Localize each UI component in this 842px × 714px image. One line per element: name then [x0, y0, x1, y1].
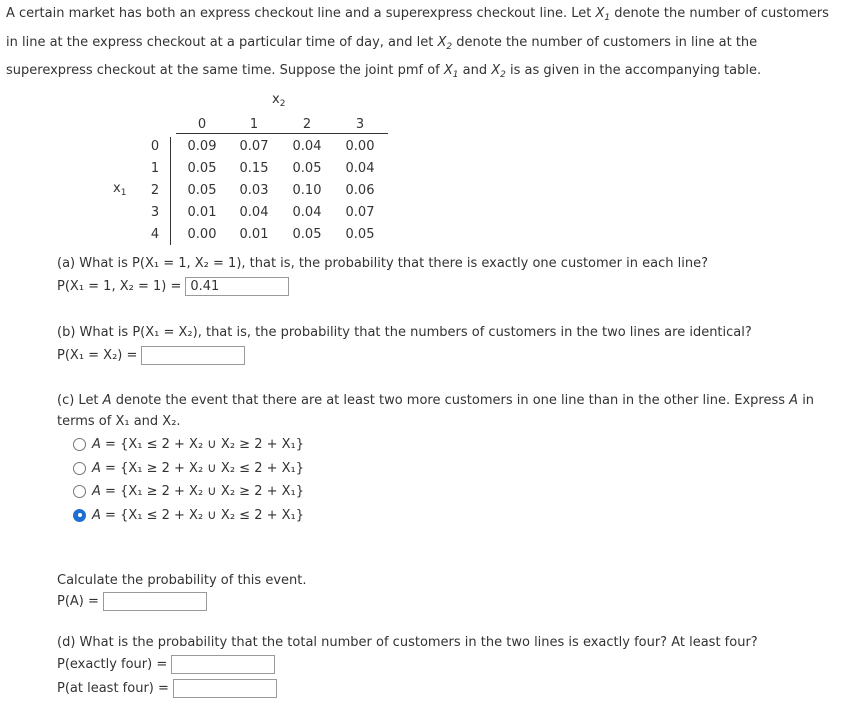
table-cell: 0.04 — [292, 205, 322, 220]
option-label — [92, 508, 304, 523]
radio-button[interactable] — [73, 485, 86, 498]
column-header: 2 — [302, 117, 312, 132]
part-c-option[interactable] — [73, 437, 304, 452]
part-b-input[interactable] — [141, 346, 245, 365]
table-cell: 0.05 — [187, 183, 217, 198]
table-cell: 0.10 — [292, 183, 322, 198]
intro-text-3: denote the number of customers in line at the superexpress checkout at the same time. Suppose the joint pmf of — [6, 34, 758, 78]
part-a-input[interactable] — [185, 277, 289, 296]
column-header: 3 — [355, 117, 365, 132]
part-c-event-a: A — [102, 393, 112, 408]
part-b-answer-row — [57, 346, 245, 365]
option-event-a: A — [92, 460, 101, 476]
part-b-label: P(X₁ = X₂) = — [57, 348, 138, 363]
table-header-rule — [176, 133, 388, 134]
var-x2: $X_2$ — [437, 34, 453, 52]
problem-intro — [6, 2, 836, 88]
table-cell: 0.07 — [345, 205, 375, 220]
part-b-question: (b) What is P(X₁ = X₂), that is, the probability that the numbers of customers in the two lines are identical? — [57, 325, 752, 340]
intro-text-1: A certain market has both an express checkout line and a superexpress checkout line. Let — [6, 6, 596, 21]
part-c-label: P(A) = — [57, 594, 99, 609]
part-d-exact-input[interactable] — [171, 655, 275, 674]
table-cell: 0.04 — [239, 205, 269, 220]
option-label — [92, 461, 304, 476]
option-expression: = {X₁ ≥ 2 + X₂ ∪ X₂ ≤ 2 + X₁} — [100, 460, 305, 476]
table-cell: 0.05 — [187, 161, 217, 176]
part-c-text-2: denote the event that there are at least two more customers in one line than in the other line. Express — [111, 393, 790, 408]
option-expression: = {X₁ ≥ 2 + X₂ ∪ X₂ ≥ 2 + X₁} — [100, 484, 305, 499]
part-d-exact-row — [57, 655, 275, 674]
table-cell: 0.05 — [345, 227, 375, 242]
part-d-exact-label: P(exactly four) = — [57, 657, 168, 672]
part-d-least-input[interactable] — [173, 679, 277, 698]
option-event-a: A — [92, 507, 101, 523]
option-label — [92, 437, 304, 452]
part-c-question — [57, 390, 832, 432]
part-c-option[interactable] — [73, 484, 304, 499]
part-c-answer-row — [57, 592, 207, 611]
var-x1: $X_1$ — [595, 6, 611, 23]
row-header: 2 — [150, 183, 160, 198]
table-cell: 0.07 — [239, 139, 269, 154]
part-c-option[interactable] — [73, 508, 304, 523]
part-c-event-a: A — [789, 393, 799, 408]
part-c-option[interactable] — [73, 461, 304, 476]
row-var-text: x — [113, 181, 121, 196]
row-variable-label — [113, 181, 126, 198]
table-cell: 0.04 — [292, 139, 322, 154]
table-cell: 0.15 — [239, 161, 269, 176]
part-c-input[interactable] — [103, 592, 207, 611]
part-d-least-label: P(at least four) = — [57, 681, 169, 696]
table-cell: 0.01 — [187, 205, 217, 220]
radio-button[interactable] — [73, 462, 86, 475]
part-d-least-row — [57, 679, 277, 698]
col-var-sub: 2 — [279, 99, 286, 109]
table-cell: 0.01 — [239, 227, 269, 242]
table-cell: 0.03 — [239, 183, 269, 198]
intro-text-2: denote the number of customers in line at the express checkout at a particular time of day, and let — [6, 6, 829, 50]
table-cell: 0.05 — [292, 161, 322, 176]
part-c-text-3: in terms of X₁ and X₂. — [57, 393, 815, 429]
column-variable-label — [272, 92, 285, 109]
row-var-sub: 1 — [120, 188, 127, 198]
part-d-question: (d) What is the probability that the total number of customers in the two lines is exactly four? At least four? — [57, 635, 758, 650]
table-cell: 0.00 — [345, 139, 375, 154]
radio-button[interactable] — [73, 438, 86, 451]
table-cell: 0.06 — [345, 183, 375, 198]
part-a-answer-row — [57, 277, 289, 296]
option-expression: = {X₁ ≤ 2 + X₂ ∪ X₂ ≤ 2 + X₁} — [100, 507, 305, 523]
var-x1: $X_1$ — [443, 63, 459, 80]
table-cell: 0.05 — [292, 227, 322, 242]
row-header: 0 — [150, 139, 160, 154]
option-label — [92, 484, 304, 499]
var-x2: $X_2$ — [491, 63, 506, 80]
table-cell: 0.00 — [187, 227, 217, 242]
option-expression: = {X₁ ≤ 2 + X₂ ∪ X₂ ≥ 2 + X₁} — [100, 437, 305, 452]
table-row-rule — [170, 137, 171, 245]
option-event-a: A — [92, 484, 101, 499]
intro-text-5: is as given in the accompanying table. — [505, 63, 762, 78]
radio-button[interactable] — [73, 509, 86, 522]
table-cell: 0.09 — [187, 139, 217, 154]
row-header: 1 — [150, 161, 160, 176]
part-c-text-1: (c) Let — [57, 393, 103, 408]
row-header: 4 — [150, 227, 160, 242]
part-a-label: P(X₁ = 1, X₂ = 1) = — [57, 279, 182, 294]
col-var-text: x — [272, 92, 280, 107]
part-a-question: (a) What is P(X₁ = 1, X₂ = 1), that is, the probability that there is exactly one customer in each line? — [57, 256, 708, 271]
part-c-calc-text: Calculate the probability of this event. — [57, 573, 307, 588]
column-header: 1 — [249, 117, 259, 132]
column-header: 0 — [197, 117, 207, 132]
option-event-a: A — [92, 437, 101, 452]
table-cell: 0.04 — [345, 161, 375, 176]
row-header: 3 — [150, 205, 160, 220]
intro-text-4: and — [458, 63, 492, 78]
